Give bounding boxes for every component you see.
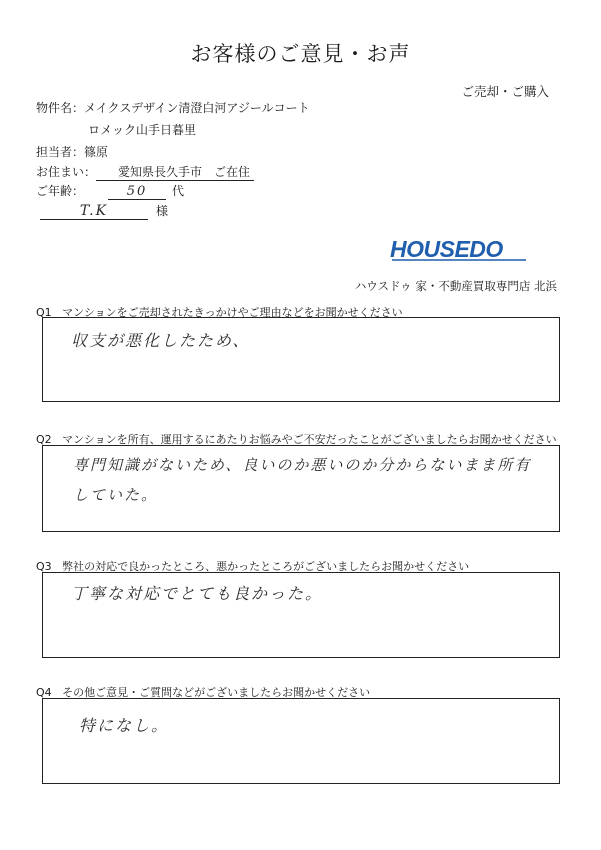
svg-text:HOUSEDO: HOUSEDO	[390, 236, 503, 262]
q2-number: Q2	[36, 433, 52, 446]
q3-number: Q3	[36, 560, 52, 573]
q1-number: Q1	[36, 306, 52, 319]
q1-text: マンションをご売却されたきっかけやご理由などをお聞かせください	[62, 306, 403, 319]
housedo-logo	[388, 236, 538, 262]
q4-answer-box	[42, 698, 560, 784]
page-title: お客様のご意見・お声	[190, 42, 411, 66]
staff-value: 篠原	[84, 145, 109, 159]
address-label: お住まい：	[36, 165, 97, 179]
address-value: 愛知県長久手市 ご在住	[96, 163, 254, 181]
customer-name: T.K	[40, 203, 148, 220]
age-label: ご年齢：	[36, 184, 85, 198]
q4-number: Q4	[36, 686, 52, 699]
q2-answer-line1: 専門知識がないため、良いのか悪いのか分からないまま所有	[73, 456, 532, 474]
transaction-type-tag: ご売却・ご購入	[461, 84, 549, 99]
q3-answer-box	[42, 572, 560, 658]
q3-text: 弊社の対応で良かったところ、悪かったところがございましたらお聞かせください	[62, 560, 470, 573]
q2-text: マンションを所有、運用するにあたりお悩みやご不安だったことがございましたらお聞かせください	[62, 433, 557, 446]
shop-name: ハウスドゥ 家・不動産買取専門店 北浜	[354, 279, 557, 293]
q4-text: その他ご意見・ご質問などがございましたらお聞かせください	[62, 686, 371, 699]
q1-answer: 収支が悪化したため、	[71, 331, 251, 350]
age-value: 50	[108, 184, 166, 200]
property-row	[36, 99, 310, 116]
address-row	[36, 163, 254, 181]
staff-row	[36, 143, 108, 160]
property-line2: ロメック山手日暮里	[88, 123, 197, 137]
q2-answer-box	[42, 445, 560, 532]
name-row	[40, 202, 168, 220]
property-label: 物件名：	[36, 101, 85, 115]
age-row	[36, 182, 184, 200]
staff-label: 担当者：	[36, 145, 85, 159]
age-suffix: 代	[172, 184, 185, 198]
q4-answer: 特になし。	[79, 716, 170, 735]
property-line1: メイクスデザイン清澄白河アジールコート	[84, 101, 310, 115]
q3-answer: 丁寧な対応でとても良かった。	[71, 584, 324, 603]
name-suffix: 様	[156, 204, 169, 218]
q2-answer-line2: していた。	[73, 486, 159, 504]
q1-answer-box	[42, 317, 560, 402]
